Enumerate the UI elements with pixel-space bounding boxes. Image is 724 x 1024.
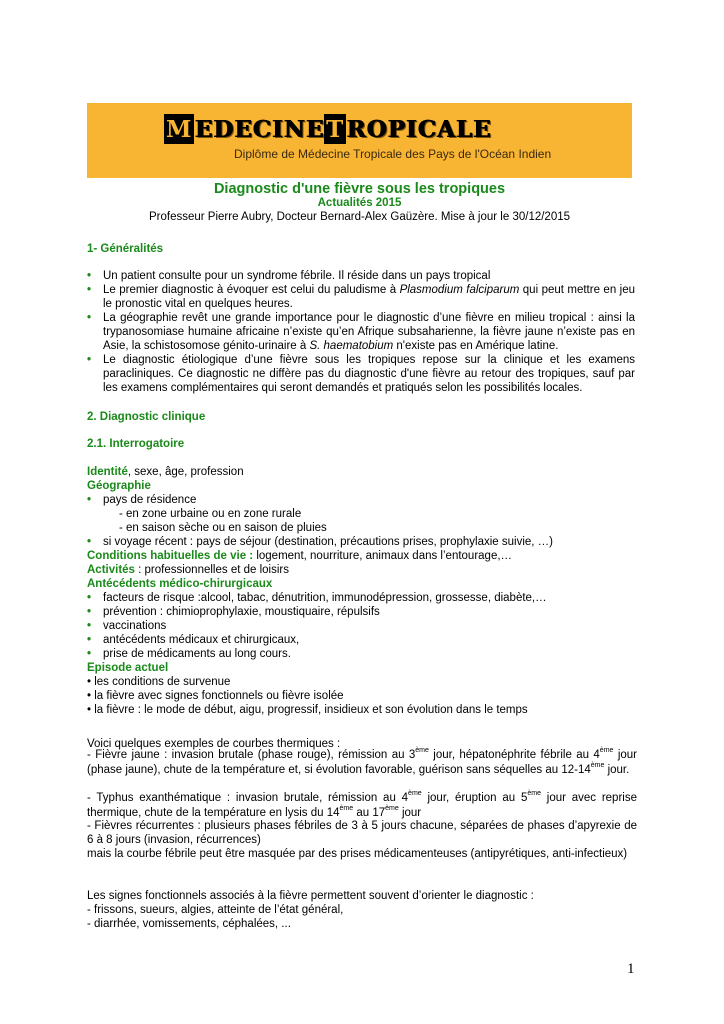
- logo-letter-m: M: [166, 116, 193, 143]
- document-title: Diagnostic d'une fièvre sous les tropiques: [213, 181, 506, 197]
- page-number: 1: [627, 961, 635, 977]
- banner: [87, 103, 632, 178]
- bullet-icon: •: [87, 284, 92, 296]
- bullet-icon: •: [87, 634, 92, 646]
- geographie-heading: Géographie: [87, 480, 151, 492]
- episode-heading: Episode actuel: [87, 662, 169, 674]
- bullet-icon: •: [87, 270, 92, 282]
- logo-subtitle: Diplôme de Médecine Tropicale des Pays de l'Océan Indien: [234, 147, 552, 161]
- signes-line-1: - frissons, sueurs, algies, atteinte de l’état général,: [87, 904, 344, 916]
- logo-text-1: EDECINE: [194, 115, 325, 143]
- bullet-icon: •: [87, 704, 95, 716]
- bullet-icon: •: [87, 606, 92, 618]
- activites-line: Activités : professionnelles et de loisirs: [87, 564, 289, 576]
- conditions-line: Conditions habituelles de vie : logement, nourriture, animaux dans l’entourage,…: [87, 550, 513, 562]
- bullet-icon: •: [87, 620, 92, 632]
- list-item: • la fièvre avec signes fonctionnels ou fièvre isolée: [87, 690, 344, 702]
- document-subtitle: Actualités 2015: [317, 197, 402, 209]
- bullet-icon: •: [87, 648, 92, 660]
- signes-intro: Les signes fonctionnels associés à la fièvre permettent souvent d’orienter le diagnostic :: [87, 890, 534, 902]
- signes-line-2: - diarrhée, vomissements, céphalées, ...: [87, 918, 291, 930]
- bullet-icon: •: [87, 494, 92, 506]
- fievre-jaune-paragraph: - Fièvre jaune : invasion brutale (phase rouge), rémission au 3ème jour, hépatonéphrite fébrile au 4ème jour (phase jaune), chute de la température et, si évolution favorable, guérison sans séquelles au 12-14ème jour.: [87, 747, 637, 776]
- courbe-masquee-paragraph: mais la courbe fébrile peut être masquée par des prises médicamenteuses (antipyrétiques, anti-infectieux): [87, 848, 628, 860]
- section-2-heading: 2. Diagnostic clinique: [87, 411, 206, 423]
- saison-line: - en saison sèche ou en saison de pluies: [119, 522, 327, 534]
- antecedents-heading: Antécédents médico-chirurgicaux: [87, 578, 273, 590]
- fievres-recurrentes-paragraph: - Fièvres récurrentes : plusieurs phases fébriles de 3 à 5 jours chacune, séparées de phases d’apyrexie de 6 à 8 jours (invasion, récurrences): [87, 820, 637, 846]
- authors-line: Professeur Pierre Aubry, Docteur Bernard-Alex Gaüzère. Mise à jour le 30/12/2015: [148, 211, 571, 223]
- identite-line: Identité, sexe, âge, profession: [87, 466, 244, 478]
- logo-text-2: ROPICALE: [346, 115, 492, 143]
- bullet-icon: •: [87, 312, 92, 324]
- bullet-icon: •: [87, 592, 92, 604]
- logo: [164, 114, 491, 144]
- bullet-icon: •: [87, 536, 92, 548]
- section-2-1-heading: 2.1. Interrogatoire: [87, 438, 185, 450]
- list-item: • les conditions de survenue: [87, 676, 231, 688]
- bullet-icon: •: [87, 354, 92, 366]
- bullet-icon: •: [87, 676, 95, 688]
- bullet-icon: •: [87, 690, 95, 702]
- courbes-intro: Voici quelques exemples de courbes thermiques :: [87, 738, 341, 750]
- logo-letter-t: T: [326, 116, 345, 143]
- zone-line: - en zone urbaine ou en zone rurale: [119, 508, 302, 520]
- list-item: • la fièvre : le mode de début, aigu, progressif, insidieux et son évolution dans le temps: [87, 704, 528, 716]
- section-1-heading: 1- Généralités: [87, 243, 164, 255]
- typhus-paragraph: - Typhus exanthématique : invasion brutale, rémission au 4ème jour, éruption au 5ème jour avec reprise thermique, chute de la température en lysis du 14ème au 17ème jour: [87, 790, 637, 819]
